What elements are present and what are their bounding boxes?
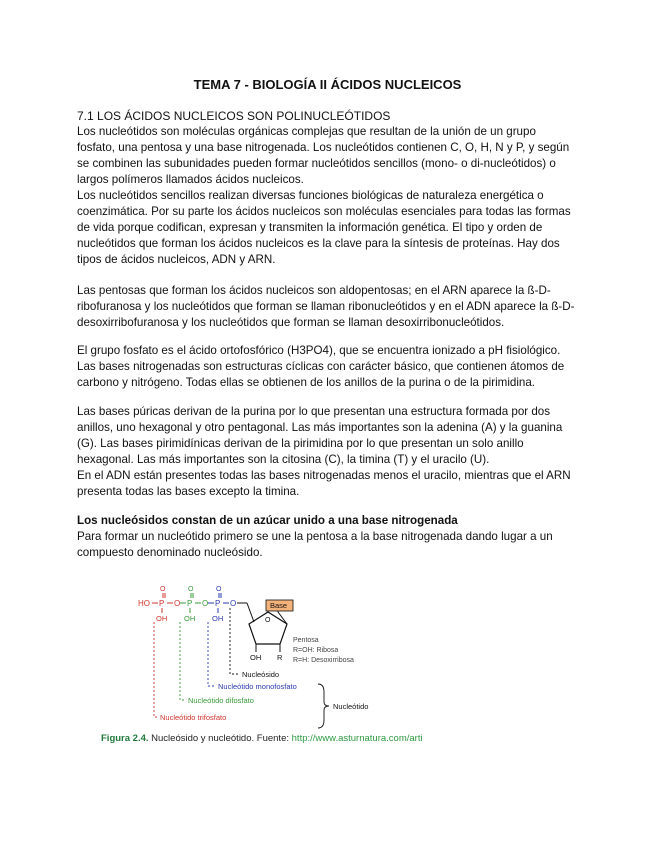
ring-oxygen: O	[265, 617, 271, 624]
phosphate-2: P	[187, 599, 193, 608]
nucleotide-figure	[130, 582, 530, 752]
oxygen-3: O	[216, 586, 222, 593]
paragraph-bases: Las bases púricas derivan de la purina por lo que presentan una estructura formada por dos anillos, uno hexagonal y otro pentagonal. Las más importantes son la adenina (A) y la guanina (G). Las bases pirimidínicas derivan de la pirimidina por lo que presentan un solo anillo hexagonal. Las más importantes son la citosina (C), la timina (T) y el uracilo (U).	[77, 405, 563, 466]
section-body	[77, 108, 577, 268]
document-title: TEMA 7 - BIOLOGÍA II ÁCIDOS NUCLEICOS	[193, 77, 462, 92]
paragraph-funciones: Los nucleótidos sencillos realizan diversas funciones biológicas de naturaleza energética o coenzimática. Por su parte los ácidos nucleicos son moléculas esenciales para todas las formas de vida porque codifican, expresan y transmiten la información genética. El tipo y orden de nucleótidos que forman los ácidos nucleicos es la clave para la síntesis de proteínas. Hay dos tipos de ácidos nucleicos, ADN y ARN.	[77, 189, 571, 266]
nucleosidos-section	[77, 513, 577, 561]
nucleotido-brace	[318, 684, 329, 728]
paragraph-nucleosido: Para formar un nucleótido primero se une la pentosa a la base nitrogenada dando lugar a un compuesto denominado nucleósido.	[77, 530, 553, 559]
paragraph-fosfato: El grupo fosfato es el ácido ortofosfórico (H3PO4), que se encuentra ionizado a pH fisiológico. Las bases nitrogenadas son estructuras cíclicas con carácter básico, que contienen átomos de carbono y nitrógeno. Todas ellas se obtienen de los anillos de la purina o de la pirimidina.	[77, 344, 565, 389]
oh-1: OH	[156, 614, 168, 623]
ring-r: R	[277, 653, 283, 662]
caption-url[interactable]: http://www.asturnatura.com/arti	[291, 733, 423, 744]
pentosa-title: Pentosa	[293, 637, 319, 644]
base-label: Base	[270, 601, 288, 610]
oxygen-2: O	[188, 586, 194, 593]
oxygen-1: O	[160, 586, 166, 593]
paragraph-adn-arn: En el ADN están presentes todas las bases nitrogenadas menos el uracilo, mientras que el ARN presenta todas las bases excepto la timina.	[77, 469, 571, 498]
paragraph-nucleotidos: Los nucleótidos son moléculas orgánicas complejas que resultan de la unión de un grupo fosfato, una pentosa y una base nitrogenada. Los nucleótidos contienen C, O, H, N y P, y según se combinen las subunidades pueden formar nucleótidos sencillos (mono- o di-nucleótidos) o largos polímeros llamados ácidos nucleicos.	[77, 125, 570, 186]
text-bases	[77, 404, 577, 500]
phosphate-3: P	[215, 599, 221, 608]
nucleosido-label: Nucleósido	[242, 670, 280, 679]
caption-text: Nucleósido y nucleótido. Fuente:	[151, 733, 289, 744]
phosphate-1: P	[159, 599, 165, 608]
monofosfato-label: Nucleótido monofosfato	[218, 682, 297, 691]
pentosa-ribosa: R=OH: Ribosa	[293, 647, 339, 654]
label-ho: HO	[138, 599, 150, 608]
oh-2: OH	[184, 614, 196, 623]
figure-caption	[101, 733, 423, 744]
difosfato-label: Nucleótido difosfato	[188, 696, 254, 705]
pentosa-desoxirribosa: R=H: Desoxirribosa	[293, 657, 354, 664]
oxygen-link-2: O	[202, 599, 209, 608]
trifosfato-label: Nucleótido trifosfato	[160, 713, 227, 722]
paragraph-pentosas: Las pentosas que forman los ácidos nucleicos son aldopentosas; en el ARN aparece la ß-D-ribofuranosa y los nucleótidos que forman se llaman ribonucleótidos y en el ADN aparece la ß-D-desoxirribofuranosa y los nucleótidos que forman se llaman desoxirribonucleótidos.	[77, 284, 575, 329]
oh-3: OH	[212, 614, 224, 623]
section-heading: 7.1 LOS ÁCIDOS NUCLEICOS SON POLINUCLEÓTIDOS	[77, 109, 391, 123]
nucleotido-label: Nucleótido	[333, 702, 369, 711]
caption-label: Figura 2.4.	[101, 733, 149, 744]
bold-heading: Los nucleósidos constan de un azúcar unido a una base nitrogenada	[77, 514, 458, 527]
oxygen-link-1: O	[174, 599, 181, 608]
oxygen-link-3: O	[230, 599, 237, 608]
ring-oh: OH	[250, 653, 262, 662]
